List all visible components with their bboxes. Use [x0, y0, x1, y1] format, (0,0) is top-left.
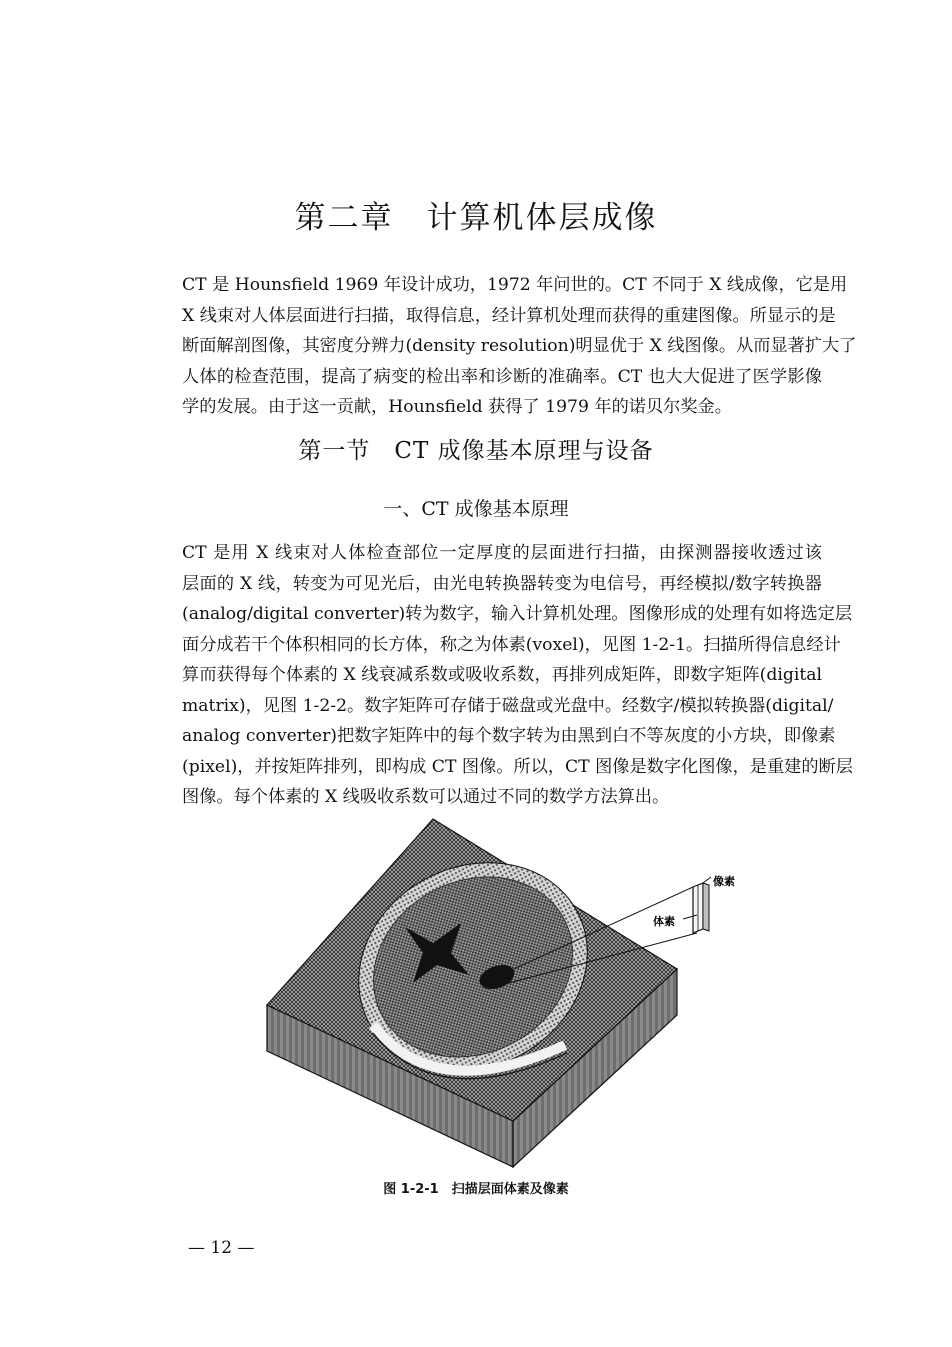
intro-line: CT 是 Hounsfield 1969 年设计成功，1972 年问世的。CT 不同于 X 线成像，它是用 — [182, 275, 848, 295]
intro-line: 学的发展。由于这一贡献，Hounsfield 获得了 1979 年的诺贝尔奖金。 — [182, 397, 732, 417]
subsection-title: 一、CT 成像基本原理 — [383, 498, 569, 520]
pixel-label: 像素 — [713, 875, 735, 888]
principle-line: CT 是用 X 线束对人体检查部位一定厚度的层面进行扫描，由探测器接收透过该 — [182, 543, 822, 563]
intro-line: 人体的检查范围，提高了病变的检出率和诊断的准确率。CT 也大大促进了医学影像 — [182, 366, 822, 387]
principle-line: 层面的 X 线，转变为可见光后，由光电转换器转变为电信号，再经模拟/数字转换器 — [182, 573, 822, 594]
pixel-leader — [703, 877, 711, 883]
principle-line: (analog/digital converter)转为数字，输入计算机处理。图像形成的处理有如将选定层 — [182, 604, 853, 624]
intro-line: X 线束对人体层面进行扫描，取得信息，经计算机处理而获得的重建图像。所显示的是 — [182, 305, 836, 326]
principle-line: matrix)，见图 1-2-2。数字矩阵可存储于磁盘或光盘中。经数字/模拟转换器(digital/ — [182, 695, 834, 716]
principle-line: 算而获得每个体素的 X 线衰减系数或吸收系数，再排列成矩阵，即数字矩阵(digital — [182, 665, 822, 685]
principle-line: (pixel)，并按矩阵排列，即构成 CT 图像。所以，CT 图像是数字化图像，是重建的断层 — [182, 756, 853, 777]
principle-paragraph — [182, 538, 853, 813]
principle-line: analog converter)把数字矩阵中的每个数字转为由黑到白不等灰度的小方块，即像素 — [182, 726, 836, 746]
intro-paragraph — [182, 270, 857, 423]
voxel-box-side — [703, 883, 709, 931]
voxel-label: 体素 — [653, 915, 675, 928]
intro-line: 断面解剖图像，其密度分辨力(density resolution)明显优于 X 线图像。从而显著扩大了 — [182, 336, 857, 356]
voxel-pixel-illustration — [265, 815, 755, 1173]
principle-line: 面分成若干个体积相同的长方体，称之为体素(voxel)，见图 1-2-1。扫描所得信息经计 — [182, 634, 841, 655]
chapter-title: 第二章 计算机体层成像 — [294, 200, 658, 236]
page-number: — 12 — — [188, 1238, 255, 1258]
section-title: 第一节 CT 成像基本原理与设备 — [298, 438, 654, 464]
principle-line: 图像。每个体素的 X 线吸收系数可以通过不同的数学方法算出。 — [182, 787, 670, 807]
figure-caption: 图 1-2-1 扫描层面体素及像素 — [383, 1182, 569, 1197]
voxel-pixel-figure — [265, 815, 755, 1173]
